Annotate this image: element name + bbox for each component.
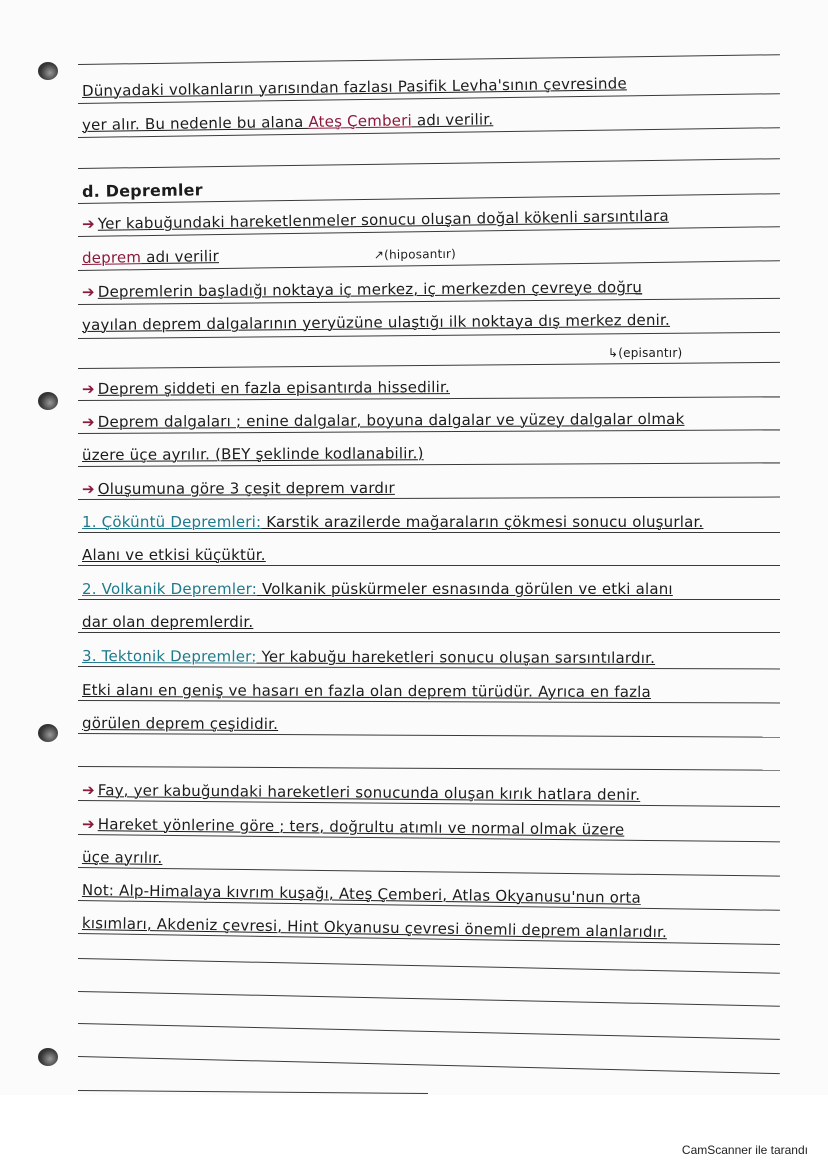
episantr-note: ↳(episantır) (608, 346, 683, 360)
ruled-line (78, 362, 780, 369)
ruled-line (78, 991, 780, 1007)
bullet-1-line-2: deprem adı verilir ↗(hiposantır) (81, 246, 457, 267)
arrow-bullet-icon: ➔ (81, 412, 95, 431)
bullet-5: ➔ Oluşumuna göre 3 çeşit deprem vardır (81, 478, 395, 498)
arrow-bullet-icon: ➔ (81, 781, 95, 800)
bullet-2-line-1: ➔ Depremlerin başladığı noktaya iç merkez, iç merkezden çevreye doğru (81, 278, 643, 301)
arrow-bullet-icon: ➔ (81, 815, 95, 834)
type-3-title: 3. Tektonik Depremler: (81, 647, 257, 666)
note-line-2: kısımları, Akdeniz çevresi, Hint Okyanusu çevresi önemli deprem alanlarıdır. (81, 914, 668, 942)
arrow-bullet-icon: ➔ (81, 214, 95, 233)
binder-hole (38, 62, 58, 80)
type-3-line-3: görülen deprem çeşididir. (81, 714, 279, 734)
binder-hole (38, 1048, 58, 1066)
ruled-line (78, 766, 780, 771)
binder-hole (38, 724, 58, 742)
scanner-watermark: CamScanner ile tarandı (681, 1143, 808, 1157)
ruled-line (78, 599, 780, 600)
arrow-bullet-icon: ➔ (81, 282, 95, 301)
type-2-title: 2. Volkanik Depremler: (82, 580, 257, 598)
ruled-line (78, 958, 780, 974)
ruled-line (78, 565, 780, 566)
type-2-line-2: dar olan depremlerdir. (82, 613, 254, 631)
ruled-line (78, 1090, 428, 1094)
ruled-line (78, 1056, 780, 1074)
type-3-line-2: Etki alanı en geniş ve hasarı en fazla olan deprem türüdür. Ayrıca en fazla (81, 681, 651, 701)
bullet-4-line-1: ➔ Deprem dalgaları ; enine dalgalar, boyuna dalgalar ve yüzey dalgalar olmak (81, 409, 685, 431)
fay-line-2: ➔ Hareket yönlerine göre ; ters, doğrultu atımlı ve normal olmak üzere (81, 815, 625, 839)
intro-line-2: yer alır. Bu nedenle bu alana Ateş Çemberi adı verilir. (81, 110, 494, 134)
note-line-1: Not: Alp-Himalaya kıvrım kuşağı, Ateş Çemberi, Atlas Okyanusu'nun orta (81, 881, 642, 907)
ruled-line (78, 532, 780, 533)
bullet-1-line-1: ➔ Yer kabuğundaki hareketlenmeler sonucu oluşan doğal kökenli sarsıntılara (81, 206, 669, 233)
ruled-line (78, 1023, 780, 1040)
bullet-2-line-2: yayılan deprem dalgalarının yeryüzüne ulaştığı ilk noktaya dış merkez denir. (81, 310, 671, 334)
section-heading: d. Depremler (81, 180, 203, 201)
type-1-line-1: 1. Çöküntü Depremleri: Karstik arazilerde mağaraların çökmesi sonucu oluşurlar. (82, 513, 704, 531)
arrow-bullet-icon: ➔ (81, 379, 95, 398)
ates-cemberi-highlight: Ateş Çemberi (308, 111, 413, 131)
ruled-line (78, 632, 780, 633)
ruled-line (78, 158, 780, 169)
hiposantr-note: ↗(hiposantır) (373, 246, 457, 262)
intro-line-1: Dünyadaki volkanların yarısından fazlası Pasifik Levha'sının çevresinde (81, 74, 627, 100)
ruled-line (78, 54, 780, 65)
fay-line-3: üçe ayrılır. (81, 848, 163, 867)
type-1-line-2: Alanı ve etkisi küçüktür. (82, 546, 266, 564)
arrow-bullet-icon: ➔ (81, 479, 95, 498)
type-3-line-1: 3. Tektonik Depremler: Yer kabuğu hareketleri sonucu oluşan sarsıntılardır. (81, 647, 656, 668)
bullet-3: ➔ Deprem şiddeti en fazla episantırda hissedilir. (81, 378, 451, 398)
type-2-line-1: 2. Volkanik Depremler: Volkanik püskürmeler esnasında görülen ve etki alanı (82, 580, 673, 598)
bullet-4-line-2: üzere üçe ayrılır. (BEY şeklinde kodlanabilir.) (81, 444, 424, 464)
fay-line-1: ➔ Fay, yer kabuğundaki hareketleri sonucunda oluşan kırık hatlara denir. (81, 781, 641, 804)
binder-hole (38, 392, 58, 410)
type-1-title: 1. Çöküntü Depremleri: (82, 513, 262, 531)
